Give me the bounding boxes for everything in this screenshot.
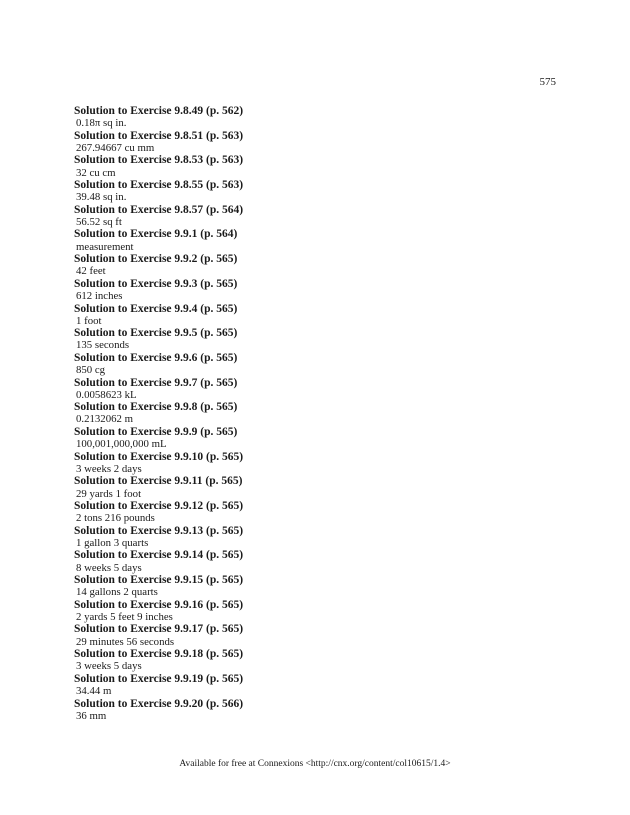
solution-title: Solution to Exercise 9.8.49 (p. 562) <box>74 105 244 117</box>
solution-title: Solution to Exercise 9.8.55 (p. 563) <box>74 179 244 192</box>
solution-title: Solution to Exercise 9.9.18 (p. 565) <box>74 648 244 661</box>
solution-item <box>74 525 554 550</box>
solution-title: Solution to Exercise 9.9.6 (p. 565) <box>74 351 238 364</box>
solution-title: Solution to Exercise 9.9.7 (p. 565) <box>74 376 238 389</box>
solution-title: Solution to Exercise 9.9.9 (p. 565) <box>74 425 238 438</box>
solution-item <box>74 475 554 500</box>
solution-answer: 14 gallons 2 quarts <box>76 586 158 599</box>
solution-item <box>74 278 554 303</box>
page-number: 575 <box>539 76 556 88</box>
solution-item <box>74 352 554 377</box>
solution-answer: 100,001,000,000 mL <box>76 438 167 451</box>
solution-item <box>74 253 554 278</box>
solution-title: Solution to Exercise 9.9.1 (p. 564) <box>74 228 238 241</box>
solution-title: Solution to Exercise 9.8.51 (p. 563) <box>74 129 244 142</box>
solution-item <box>74 105 554 130</box>
solution-item <box>74 327 554 352</box>
solution-item <box>74 574 554 599</box>
solution-answer: 56.52 sq ft <box>76 215 122 228</box>
solution-title: Solution to Exercise 9.9.8 (p. 565) <box>74 401 238 414</box>
solution-answer: 1 foot <box>76 314 102 327</box>
solution-title: Solution to Exercise 9.9.10 (p. 565) <box>74 450 244 463</box>
solution-title: Solution to Exercise 9.8.53 (p. 563) <box>74 154 244 167</box>
solution-item <box>74 130 554 155</box>
solution-answer: 0.2132062 m <box>76 413 133 426</box>
solution-item <box>74 426 554 451</box>
solution-item <box>74 377 554 402</box>
solution-item <box>74 451 554 476</box>
solution-title: Solution to Exercise 9.9.4 (p. 565) <box>74 302 238 315</box>
solution-title: Solution to Exercise 9.9.15 (p. 565) <box>74 574 244 587</box>
solutions-list <box>74 105 554 722</box>
solution-title: Solution to Exercise 9.9.20 (p. 566) <box>74 697 244 710</box>
solution-answer: 29 minutes 56 seconds <box>76 635 175 648</box>
solution-answer: 39.48 sq in. <box>76 191 127 204</box>
solution-item <box>74 549 554 574</box>
solution-answer: 0.18π sq in. <box>76 117 127 130</box>
solution-title: Solution to Exercise 9.9.16 (p. 565) <box>74 598 244 611</box>
solution-item <box>74 673 554 698</box>
solution-answer: 850 cg <box>76 364 106 377</box>
solution-item <box>74 599 554 624</box>
solution-answer: 3 weeks 2 days <box>76 462 142 475</box>
solution-item <box>74 204 554 229</box>
solution-item <box>74 303 554 328</box>
solution-answer: 2 tons 216 pounds <box>76 512 155 525</box>
page-footer: Available for free at Connexions <http://cnx.org/content/col10615/1.4> <box>179 759 451 769</box>
solution-answer: 32 cu cm <box>76 166 116 179</box>
solution-title: Solution to Exercise 9.9.13 (p. 565) <box>74 524 244 537</box>
solution-item <box>74 698 554 723</box>
solution-item <box>74 228 554 253</box>
solution-item <box>74 648 554 673</box>
solution-title: Solution to Exercise 9.9.11 (p. 565) <box>74 475 243 488</box>
solution-answer: 8 weeks 5 days <box>76 561 142 574</box>
solution-answer: 0.0058623 kL <box>76 388 137 401</box>
solution-title: Solution to Exercise 9.9.19 (p. 565) <box>74 672 244 685</box>
solution-item <box>74 623 554 648</box>
solution-answer: 42 feet <box>76 265 106 278</box>
solution-title: Solution to Exercise 9.9.5 (p. 565) <box>74 327 238 340</box>
solution-title: Solution to Exercise 9.9.3 (p. 565) <box>74 277 238 290</box>
solution-answer: 3 weeks 5 days <box>76 660 142 673</box>
solution-answer: 1 gallon 3 quarts <box>76 536 149 549</box>
solution-answer: 34.44 m <box>76 685 112 697</box>
solution-answer: 267.94667 cu mm <box>76 141 155 154</box>
solution-answer: 2 yards 5 feet 9 inches <box>76 610 173 623</box>
solution-title: Solution to Exercise 9.8.57 (p. 564) <box>74 203 244 216</box>
solution-answer: measurement <box>76 240 134 253</box>
solution-item <box>74 179 554 204</box>
solution-title: Solution to Exercise 9.9.12 (p. 565) <box>74 500 244 512</box>
solution-title: Solution to Exercise 9.9.17 (p. 565) <box>74 623 244 636</box>
solution-title: Solution to Exercise 9.9.14 (p. 565) <box>74 549 244 562</box>
solution-title: Solution to Exercise 9.9.2 (p. 565) <box>74 253 238 266</box>
solution-item <box>74 401 554 426</box>
solution-answer: 29 yards 1 foot <box>76 487 142 500</box>
solution-item <box>74 154 554 179</box>
solution-answer: 612 inches <box>76 290 123 302</box>
solution-answer: 135 seconds <box>76 339 130 352</box>
solution-item <box>74 500 554 525</box>
solution-answer: 36 mm <box>76 709 107 722</box>
